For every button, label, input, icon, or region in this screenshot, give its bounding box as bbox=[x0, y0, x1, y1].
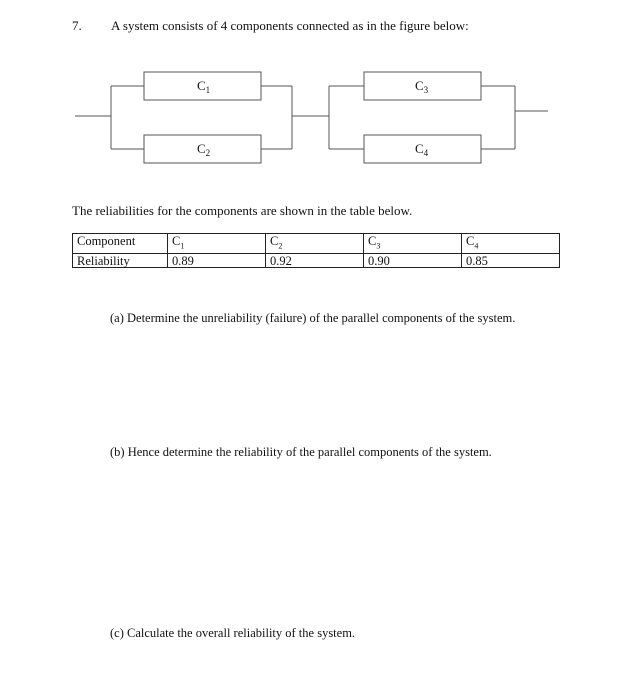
reliability-block-diagram bbox=[0, 0, 632, 200]
question-text: A system consists of 4 components connected as in the figure below: bbox=[111, 18, 469, 33]
row-header-reliability: Reliability bbox=[73, 253, 168, 267]
row-header-component: Component bbox=[73, 234, 168, 254]
table-row bbox=[73, 234, 560, 254]
component-cell: $C_3$ bbox=[364, 234, 462, 254]
reliability-table bbox=[72, 233, 560, 268]
component-cell: $C_1$ bbox=[168, 234, 266, 254]
part-b-question: (b) Hence determine the reliability of the parallel components of the system. bbox=[110, 445, 492, 459]
component-c1-label: $C_1$ bbox=[197, 78, 211, 95]
component-c2-label: $C_2$ bbox=[197, 141, 211, 158]
part-c-question: (c) Calculate the overall reliability of the system. bbox=[110, 626, 356, 640]
component-cell: $C_2$ bbox=[266, 234, 364, 254]
reliability-cell: 0.89 bbox=[168, 253, 266, 267]
reliability-cell: 0.90 bbox=[364, 253, 462, 267]
question-number: 7. bbox=[72, 18, 82, 33]
part-a-question: (a) Determine the unreliability (failure) of the parallel components of the system. bbox=[110, 311, 516, 325]
table-row bbox=[73, 253, 560, 267]
component-c3-label: $C_3$ bbox=[415, 78, 429, 95]
component-c4-label: $C_4$ bbox=[415, 141, 429, 158]
component-cell: $C_4$ bbox=[462, 234, 560, 254]
reliability-cell: 0.92 bbox=[266, 253, 364, 267]
table-intro: The reliabilities for the components are shown in the table below. bbox=[72, 203, 413, 218]
reliability-cell: 0.85 bbox=[462, 253, 560, 267]
